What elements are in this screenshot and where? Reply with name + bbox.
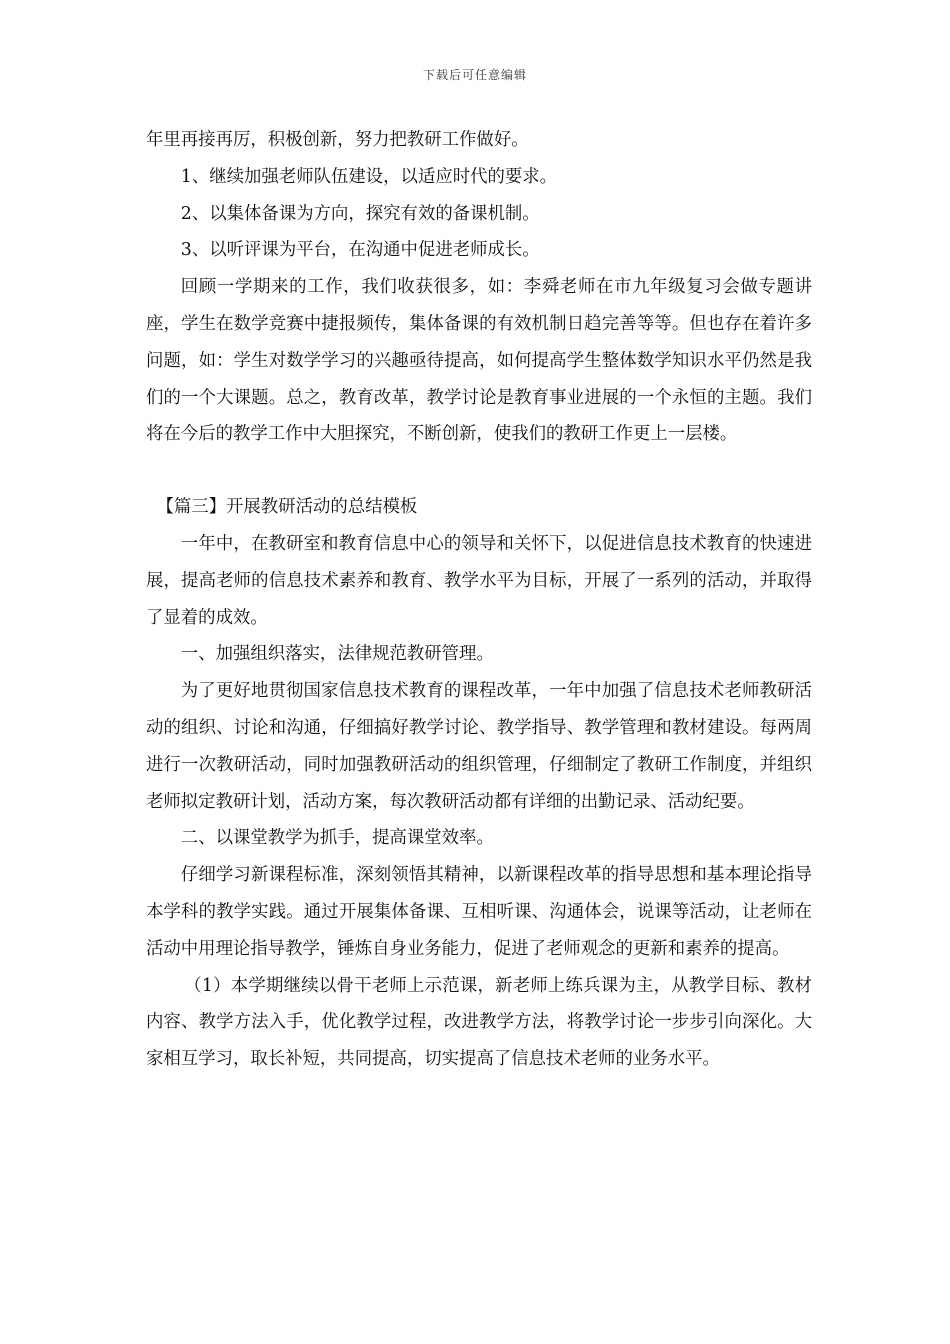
section-gap — [146, 453, 812, 489]
paragraph-continuation: 年里再接再厉，积极创新，努力把教研工作做好。 — [146, 130, 529, 150]
heading-two: 二、以课堂教学为抓手，提高课堂效率。 — [180, 828, 494, 849]
paragraph-intro: 一年中，在教研室和教育信息中心的领导和关怀下，以促进信息技术教育的快速进展，提高老师的信息技术素养和教育、教学水平为目标，开展了一系列的活动，并取得了显着的成效。 — [146, 533, 812, 628]
document-body — [146, 122, 812, 1078]
list-item-2: 2、以集体备课为方向，探究有效的备课机制。 — [180, 203, 540, 224]
heading-one: 一、加强组织落实，法律规范教研管理。 — [180, 644, 494, 665]
paragraph-management: 为了更好地贯彻国家信息技术教育的课程改革，一年中加强了信息技术老师教研活动的组织、讨论和沟通，仔细搞好教学讨论、教学指导、教学管理和教材建设。每两周进行一次教研活动，同时加强教研活动的组织管理，仔细制定了教研工作制度，并组织老师拟定教研计划，活动方案，每次教研活动都有详细的出勤记录、活动纪要。 — [146, 681, 812, 812]
paragraph-review: 回顾一学期来的工作，我们收获很多，如：李舜老师在市九年级复习会做专题讲座，学生在数学竞赛中捷报频传，集体备课的有效机制日趋完善等等。但也存在着许多问题，如：学生对数学学习的兴趣亟待提高，如何提高学生整体数学知识水平仍然是我们的一个大课题。总之，教育改革，教学讨论是教育事业进展的一个永恒的主题。我们将在今后的教学工作中大胆探究，不断创新，使我们的教研工作更上一层楼。 — [146, 277, 812, 445]
page-header: 下载后可任意编辑 — [422, 68, 527, 82]
paragraph-curriculum: 仔细学习新课程标准，深刻领悟其精神，以新课程改革的指导思想和基本理论指导本学科的教学实践。通过开展集体备课、互相听课、沟通体会，说课等活动，让老师在活动中用理论指导教学，锤炼自身业务能力，促进了老师观念的更新和素养的提高。 — [146, 865, 812, 959]
list-item-1: 1、继续加强老师队伍建设，以适应时代的要求。 — [180, 166, 558, 187]
paragraph-item-1: （1）本学期继续以骨干老师上示范课，新老师上练兵课为主，从教学目标、教材内容、教学方法入手，优化教学过程，改进教学方法，将教学讨论一步步引向深化。大家相互学习，取长补短，共同提高，切实提高了信息技术老师的业务水平。 — [146, 975, 812, 1070]
list-item-3: 3、以听评课为平台，在沟通中促进老师成长。 — [180, 240, 540, 261]
section-title: 【篇三】开展教研活动的总结模板 — [156, 497, 418, 518]
